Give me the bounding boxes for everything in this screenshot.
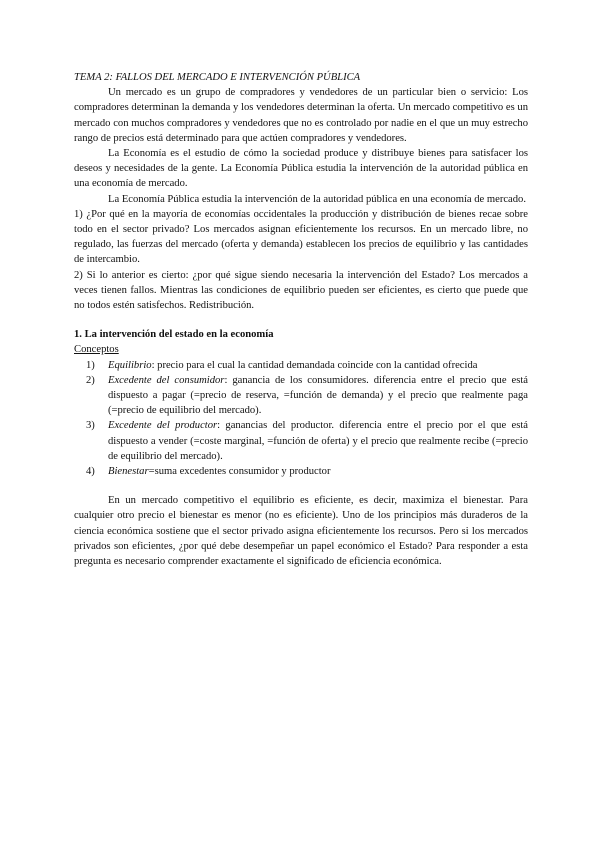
paragraph-market-definition: Un mercado es un grupo de compradores y vendedores de un particular bien o servicio: Los compradores determinan la demanda y los vendedores determinan la oferta. Un mercado competitivo es un mercado con muchos compradores y vendedores que no es controlado por nadie en el que un muy estrecho rango de precios está determinado para que actúen compradores y vendedores. <box>74 87 528 144</box>
list-item <box>74 358 528 373</box>
paragraph-public-economics: La Economía Pública estudia la intervención de la autoridad pública en una economía de mercado. <box>108 193 526 205</box>
concept-term: Equilibrio <box>108 359 152 371</box>
concept-term: Excedente del productor <box>108 420 218 432</box>
document-title: TEMA 2: FALLOS DEL MERCADO E INTERVENCIÓN PÚBLICA <box>74 72 361 83</box>
list-item <box>74 464 528 479</box>
list-item <box>74 373 528 419</box>
concept-text: : ganancias del productor. diferencia entre el precio por el que está dispuesto a vender (=coste marginal, =función de oferta) y el precio que realmente recibe (=precio de equilibrio del mercado). <box>108 420 528 462</box>
section-heading: 1. La intervención del estado en la economía <box>74 329 274 341</box>
concept-text: : ganancia de los consumidores. diferencia entre el precio que está dispuesto a pagar (=precio de reserva, =función de demanda) y el precio que realmente paga (=precio de equilibrio del mercado). <box>108 374 528 417</box>
paragraph-closing: En un mercado competitivo el equilibrio es eficiente, es decir, maximiza el bienestar. Para cualquier otro precio el bienestar es menor (no es eficiente). Uno de los principios más duraderos de la ciencia económica sostiene que el sector privado asigna eficientemente los recursos. Pero si los mercados privados son eficientes, ¿por qué debe desempeñar un papel económico el Estado? Para responder a esta pregunta es necesario comprender exactamente el significado de eficiencia económica. <box>74 495 528 568</box>
paragraph-economics-definition: La Economía es el estudio de cómo la sociedad produce y distribuye bienes para satisfacer los deseos y necesidades de la gente. La Economía Pública estudia la intervención de la autoridad pública en una economía de mercado. <box>74 148 528 190</box>
concept-text: : precio para el cual la cantidad demandada coincide con la cantidad ofrecida <box>151 359 478 371</box>
concept-term: Excedente del consumidor <box>108 374 225 386</box>
concepts-subheading: Conceptos <box>74 344 119 356</box>
paragraph-question-2: 2) Si lo anterior es cierto: ¿por qué sigue siendo necesaria la intervención del Estado? Los mercados a veces tienen fallos. Mientras las condiciones de equilibrio pueden ser eficientes, es cierto que puede que no todos estén satisfechos. Redistribución. <box>74 269 528 312</box>
paragraph-question-1: 1) ¿Por qué en la mayoría de economías occidentales la producción y distribución de bienes recae sobre todo en el sector privado? Los mercados asignan eficientemente los recursos. En un mercado libre, no regulado, las fuerzas del mercado (oferta y demanda) establecen los precios de equilibrio y las cantidades de intercambio. <box>74 208 528 266</box>
document-page <box>74 70 528 569</box>
list-number: 3) <box>86 420 95 432</box>
list-number: 4) <box>86 466 95 478</box>
concept-text: =suma excedentes consumidor y productor <box>148 466 331 478</box>
spacer <box>74 479 528 493</box>
list-number: 1) <box>86 359 95 371</box>
list-item <box>74 418 528 464</box>
concepts-list <box>74 358 528 480</box>
concept-term: Bienestar <box>108 466 149 478</box>
list-number: 2) <box>86 374 95 386</box>
